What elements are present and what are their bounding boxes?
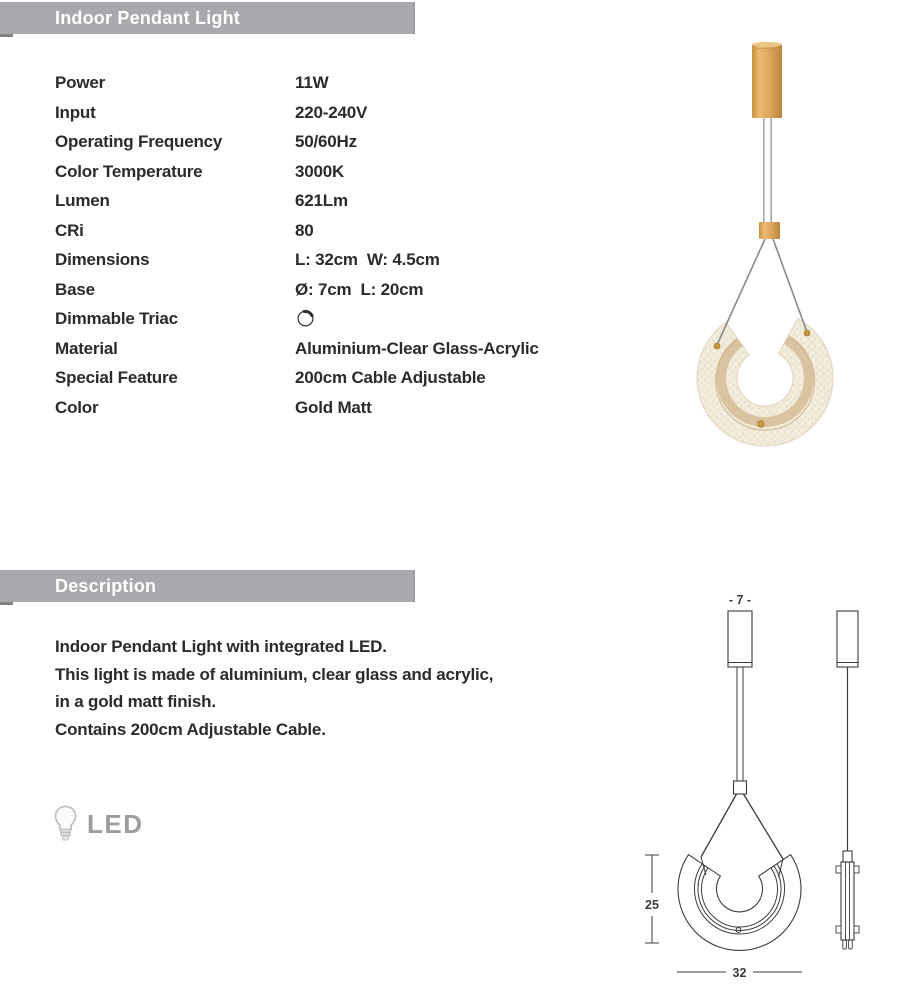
spec-label: Power	[55, 73, 106, 92]
spec-value: Gold Matt	[295, 397, 372, 417]
spec-row-material	[55, 334, 615, 364]
led-bulb-icon	[52, 805, 79, 843]
spec-value	[295, 304, 340, 334]
spec-label: Lumen	[55, 191, 110, 210]
description-line: This light is made of aluminium, clear glass and acrylic,	[55, 664, 494, 684]
cable-connector	[759, 222, 780, 239]
spec-row-lumen	[55, 186, 615, 216]
spec-label: Color Temperature	[55, 161, 203, 181]
spec-label: Base	[55, 279, 95, 299]
title-bar	[0, 2, 415, 34]
spec-row-input	[55, 98, 615, 128]
dim-diameter-label: 32	[732, 966, 747, 980]
canopy-cylinder	[752, 42, 782, 118]
spec-row-frequency	[55, 127, 615, 157]
spec-value: 11W	[295, 73, 329, 92]
spec-row-special-feature	[55, 363, 615, 393]
spec-row-power	[55, 68, 615, 98]
suspension-cables	[764, 118, 771, 223]
dimension-lines	[645, 855, 802, 972]
description-text	[55, 633, 615, 743]
dim-height-label: 25	[645, 898, 659, 912]
spec-label: Material	[55, 338, 118, 358]
front-view-drawing	[678, 611, 801, 950]
spec-label: Dimmable Triac	[55, 309, 178, 328]
spec-row-dimmable	[55, 304, 615, 334]
spec-value: 220-240V	[295, 102, 368, 122]
dim-width-label: - 7 -	[728, 593, 752, 607]
spec-row-color-temperature	[55, 157, 615, 187]
spec-value: 3000K	[295, 161, 345, 181]
led-label: LED	[87, 808, 144, 839]
led-badge	[52, 805, 144, 843]
spec-table	[55, 68, 615, 422]
spec-label: Color	[55, 397, 99, 417]
description-title: Description	[55, 575, 157, 596]
description-bar	[0, 570, 415, 602]
side-view-drawing	[836, 611, 859, 949]
page-title: Indoor Pendant Light	[55, 7, 240, 28]
spec-label: Special Feature	[55, 368, 178, 387]
spec-label: CRi	[55, 220, 84, 240]
spec-value: 50/60Hz	[295, 132, 357, 151]
spec-value: 80	[295, 220, 314, 240]
description-line: Indoor Pendant Light with integrated LED.	[55, 637, 387, 656]
spec-value: Ø: 7cm L: 20cm	[295, 279, 424, 299]
technical-drawing	[620, 580, 903, 990]
description-line: Contains 200cm Adjustable Cable.	[55, 719, 326, 739]
crystal-ring	[694, 317, 836, 450]
description-line: in a gold matt finish.	[55, 692, 216, 711]
spec-label: Operating Frequency	[55, 132, 223, 151]
spec-label: Dimensions	[55, 250, 150, 269]
spec-row-cri	[55, 216, 615, 246]
spec-label: Input	[55, 102, 96, 122]
spec-value: Aluminium-Clear Glass-Acrylic	[295, 338, 539, 358]
product-photo	[640, 30, 900, 460]
spec-value: 621Lm	[295, 191, 348, 210]
spec-value: 200cm Cable Adjustable	[295, 368, 486, 387]
spec-value: L: 32cm W: 4.5cm	[295, 250, 440, 269]
spec-row-color	[55, 393, 615, 423]
